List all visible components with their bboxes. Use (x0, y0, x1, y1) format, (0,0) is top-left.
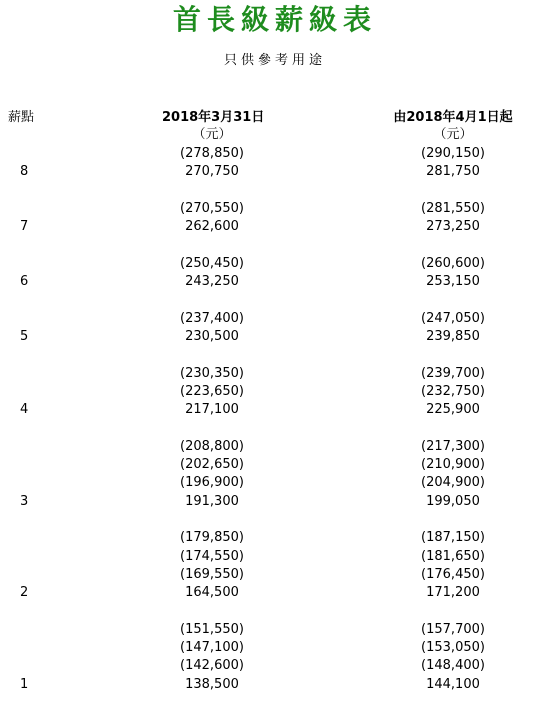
salary-increment-col1: (147,100) (180, 640, 244, 656)
salary-increment-col2: (148,400) (421, 658, 485, 674)
salary-increment-col2: (157,700) (421, 621, 485, 637)
salary-increment-col1: (250,450) (180, 255, 244, 271)
col1-unit: （元） (192, 127, 232, 142)
salary-increment-col2: (247,050) (421, 310, 485, 326)
salary-value-col2: 253,150 (426, 274, 480, 290)
salary-value-col2: 273,250 (426, 219, 480, 235)
salary-increment-col1: (151,550) (180, 621, 244, 637)
point-column-header: 薪點 (8, 110, 35, 125)
page-title: 首長級薪級表 (172, 3, 377, 36)
salary-increment-col1: (179,850) (180, 530, 244, 546)
salary-point: 1 (20, 676, 29, 692)
salary-increment-col2: (153,050) (421, 640, 485, 656)
salary-increment-col1: (237,400) (180, 310, 244, 326)
salary-increment-col1: (202,650) (180, 457, 244, 473)
salary-value-col1: 243,250 (185, 274, 239, 290)
salary-increment-col2: (281,550) (421, 200, 485, 216)
salary-value-col2: 225,900 (426, 402, 480, 418)
salary-increment-col1: (174,550) (180, 548, 244, 564)
col2-unit: （元） (433, 127, 473, 142)
salary-value-col2: 281,750 (426, 164, 480, 180)
salary-value-col2: 239,850 (426, 329, 480, 344)
salary-point: 2 (20, 585, 29, 601)
salary-point: 5 (20, 329, 29, 344)
col1-header: 2018年3月31日 (162, 110, 265, 125)
salary-point: 8 (20, 164, 29, 180)
salary-increment-col1: (223,650) (180, 383, 244, 399)
salary-value-col1: 230,500 (185, 329, 239, 344)
salary-increment-col2: (210,900) (421, 457, 485, 473)
salary-value-col1: 191,300 (185, 493, 239, 509)
salary-value-col1: 262,600 (185, 219, 239, 235)
salary-value-col2: 171,200 (426, 585, 480, 601)
salary-increment-col2: (239,700) (421, 365, 485, 381)
salary-point: 7 (20, 219, 29, 235)
salary-increment-col2: (217,300) (421, 438, 485, 454)
salary-increment-col2: (204,900) (421, 475, 485, 491)
salary-increment-col2: (232,750) (421, 383, 485, 399)
salary-point: 3 (20, 493, 29, 509)
salary-increment-col1: (208,800) (180, 438, 244, 454)
col2-header: 由2018年4月1日起 (393, 110, 513, 125)
salary-increment-col2: (187,150) (421, 530, 485, 546)
salary-increment-col2: (260,600) (421, 255, 485, 271)
salary-increment-col1: (169,550) (180, 566, 244, 582)
salary-value-col1: 164,500 (185, 585, 239, 601)
salary-increment-col2: (290,150) (421, 146, 485, 161)
salary-value-col1: 270,750 (185, 164, 239, 180)
salary-increment-col1: (230,350) (180, 365, 244, 381)
salary-increment-col1: (142,600) (180, 658, 244, 674)
salary-increment-col1: (270,550) (180, 200, 244, 216)
salary-increment-col1: (196,900) (180, 475, 244, 491)
salary-value-col2: 199,050 (426, 493, 480, 509)
salary-point: 6 (20, 274, 29, 290)
salary-value-col1: 138,500 (185, 676, 239, 692)
salary-value-col2: 144,100 (426, 676, 480, 692)
salary-increment-col2: (176,450) (421, 566, 485, 582)
salary-increment-col1: (278,850) (180, 146, 244, 161)
page-subtitle: 只供參考用途 (223, 53, 326, 68)
salary-increment-col2: (181,650) (421, 548, 485, 564)
salary-value-col1: 217,100 (185, 402, 239, 418)
salary-point: 4 (20, 402, 29, 418)
